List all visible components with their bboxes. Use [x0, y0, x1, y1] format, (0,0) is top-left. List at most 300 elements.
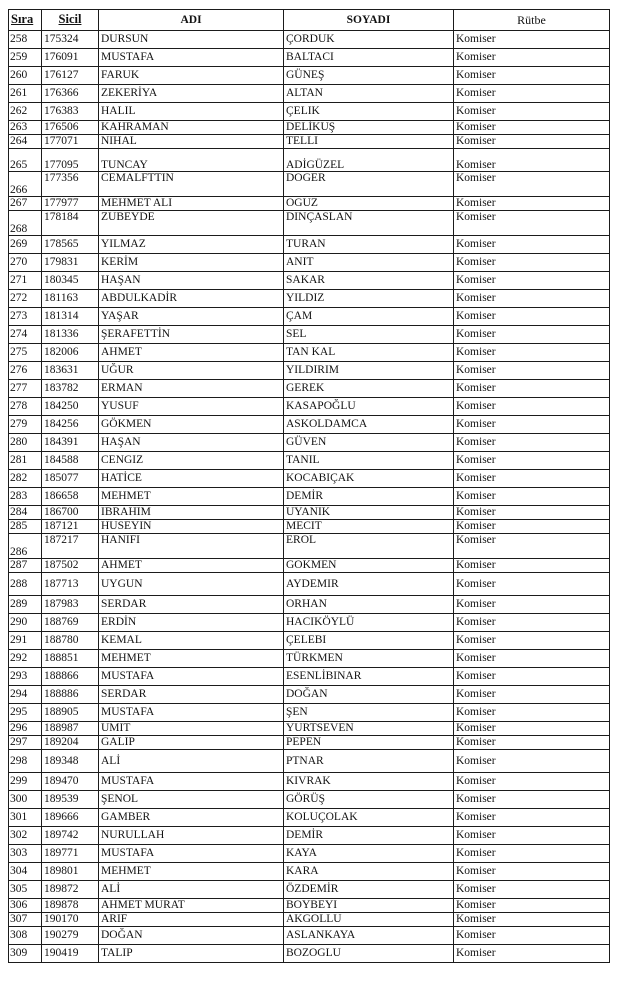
cell-sicil: 178565 — [42, 236, 99, 254]
cell-sira: 299 — [9, 773, 42, 791]
cell-soyadi: ORHAN — [284, 596, 454, 614]
table-row — [9, 308, 610, 326]
cell-rutbe: Komiser — [454, 945, 610, 963]
cell-sicil: 188780 — [42, 632, 99, 650]
cell-rutbe: Komiser — [454, 121, 610, 135]
cell-sira: 279 — [9, 416, 42, 434]
cell-rutbe: Komiser — [454, 750, 610, 773]
cell-sicil: 190170 — [42, 913, 99, 927]
cell-sira: 289 — [9, 596, 42, 614]
cell-adi: KAHRAMAN — [99, 121, 284, 135]
cell-rutbe: Komiser — [454, 520, 610, 534]
table-row — [9, 632, 610, 650]
table-row — [9, 149, 610, 172]
table-row — [9, 722, 610, 736]
cell-rutbe: Komiser — [454, 632, 610, 650]
column-header-sira: Sıra — [9, 10, 42, 31]
cell-rutbe: Komiser — [454, 326, 610, 344]
cell-soyadi: KAYA — [284, 845, 454, 863]
cell-rutbe: Komiser — [454, 211, 610, 236]
cell-soyadi: KASAPOĞLU — [284, 398, 454, 416]
cell-rutbe: Komiser — [454, 596, 610, 614]
cell-sicil: 177095 — [42, 149, 99, 172]
table-row — [9, 172, 610, 197]
cell-sicil: 189470 — [42, 773, 99, 791]
cell-adi: MEHMET — [99, 650, 284, 668]
table-row — [9, 614, 610, 632]
cell-adi: AHMET MURAT — [99, 899, 284, 913]
cell-adi: YAŞAR — [99, 308, 284, 326]
cell-sicil: 187121 — [42, 520, 99, 534]
cell-sira: 294 — [9, 686, 42, 704]
cell-sira: 267 — [9, 197, 42, 211]
table-row — [9, 704, 610, 722]
cell-rutbe: Komiser — [454, 791, 610, 809]
table-row — [9, 49, 610, 67]
cell-adi: HAŞAN — [99, 434, 284, 452]
cell-sicil: 189204 — [42, 736, 99, 750]
cell-rutbe: Komiser — [454, 254, 610, 272]
cell-soyadi: BALTACI — [284, 49, 454, 67]
column-header-soyadi: SOYADI — [284, 10, 454, 31]
cell-sira: 286 — [9, 534, 42, 559]
table-body — [9, 31, 610, 963]
cell-adi: DOĞAN — [99, 927, 284, 945]
cell-soyadi: BOZOGLU — [284, 945, 454, 963]
table-row — [9, 773, 610, 791]
cell-soyadi: DINÇASLAN — [284, 211, 454, 236]
cell-sicil: 178184 — [42, 211, 99, 236]
table-row — [9, 596, 610, 614]
table-row — [9, 736, 610, 750]
cell-rutbe: Komiser — [454, 308, 610, 326]
cell-sira: 293 — [9, 668, 42, 686]
cell-rutbe: Komiser — [454, 290, 610, 308]
cell-sicil: 177071 — [42, 135, 99, 149]
cell-soyadi: ÇELEBI — [284, 632, 454, 650]
cell-adi: CENGIZ — [99, 452, 284, 470]
cell-sicil: 189872 — [42, 881, 99, 899]
cell-sicil: 177356 — [42, 172, 99, 197]
cell-rutbe: Komiser — [454, 863, 610, 881]
cell-adi: ŞENOL — [99, 791, 284, 809]
column-header-adi: ADI — [99, 10, 284, 31]
table-row — [9, 686, 610, 704]
cell-sira: 291 — [9, 632, 42, 650]
cell-soyadi: ŞEN — [284, 704, 454, 722]
cell-sicil: 184256 — [42, 416, 99, 434]
cell-sicil: 176366 — [42, 85, 99, 103]
cell-adi: UĞUR — [99, 362, 284, 380]
table-row — [9, 197, 610, 211]
cell-soyadi: PTNAR — [284, 750, 454, 773]
cell-sira: 276 — [9, 362, 42, 380]
cell-adi: MEHMET — [99, 488, 284, 506]
cell-sicil: 181163 — [42, 290, 99, 308]
cell-adi: HANIFI — [99, 534, 284, 559]
cell-rutbe: Komiser — [454, 398, 610, 416]
cell-soyadi: KIVRAK — [284, 773, 454, 791]
cell-sicil: 182006 — [42, 344, 99, 362]
cell-soyadi: MECIT — [284, 520, 454, 534]
cell-sira: 271 — [9, 272, 42, 290]
cell-sira: 274 — [9, 326, 42, 344]
table-row — [9, 272, 610, 290]
cell-soyadi: YURTSEVEN — [284, 722, 454, 736]
cell-adi: MUSTAFA — [99, 49, 284, 67]
cell-sira: 290 — [9, 614, 42, 632]
cell-adi: GAMBER — [99, 809, 284, 827]
cell-sicil: 189742 — [42, 827, 99, 845]
table-row — [9, 750, 610, 773]
cell-rutbe: Komiser — [454, 49, 610, 67]
cell-sicil: 188987 — [42, 722, 99, 736]
table-row — [9, 398, 610, 416]
cell-adi: HATİCE — [99, 470, 284, 488]
table-row — [9, 31, 610, 49]
table-row — [9, 809, 610, 827]
cell-sira: 259 — [9, 49, 42, 67]
cell-rutbe: Komiser — [454, 488, 610, 506]
cell-rutbe: Komiser — [454, 135, 610, 149]
cell-sira: 275 — [9, 344, 42, 362]
cell-soyadi: ASKOLDAMCA — [284, 416, 454, 434]
cell-soyadi: ADİGÜZEL — [284, 149, 454, 172]
cell-rutbe: Komiser — [454, 85, 610, 103]
cell-sicil: 188886 — [42, 686, 99, 704]
cell-sicil: 189771 — [42, 845, 99, 863]
cell-adi: UYGUN — [99, 573, 284, 596]
cell-sira: 281 — [9, 452, 42, 470]
cell-soyadi: ANIT — [284, 254, 454, 272]
cell-rutbe: Komiser — [454, 470, 610, 488]
cell-adi: AHMET — [99, 559, 284, 573]
cell-rutbe: Komiser — [454, 344, 610, 362]
cell-adi: KERİM — [99, 254, 284, 272]
cell-sira: 301 — [9, 809, 42, 827]
cell-sira: 302 — [9, 827, 42, 845]
cell-adi: TUNCAY — [99, 149, 284, 172]
cell-adi: TALIP — [99, 945, 284, 963]
cell-rutbe: Komiser — [454, 809, 610, 827]
cell-adi: ZEKERİYA — [99, 85, 284, 103]
table-row — [9, 236, 610, 254]
cell-rutbe: Komiser — [454, 380, 610, 398]
cell-sicil: 177977 — [42, 197, 99, 211]
cell-sicil: 183631 — [42, 362, 99, 380]
cell-rutbe: Komiser — [454, 272, 610, 290]
cell-sicil: 189348 — [42, 750, 99, 773]
cell-soyadi: TAN KAL — [284, 344, 454, 362]
cell-rutbe: Komiser — [454, 452, 610, 470]
cell-sira: 298 — [9, 750, 42, 773]
cell-sira: 278 — [9, 398, 42, 416]
cell-sira: 305 — [9, 881, 42, 899]
cell-rutbe: Komiser — [454, 362, 610, 380]
cell-sicil: 175324 — [42, 31, 99, 49]
cell-soyadi: TÜRKMEN — [284, 650, 454, 668]
cell-soyadi: ASLANKAYA — [284, 927, 454, 945]
cell-soyadi: YILDIRIM — [284, 362, 454, 380]
cell-sicil: 176383 — [42, 103, 99, 121]
cell-adi: NURULLAH — [99, 827, 284, 845]
cell-sira: 265 — [9, 149, 42, 172]
table-row — [9, 434, 610, 452]
cell-sicil: 186700 — [42, 506, 99, 520]
cell-rutbe: Komiser — [454, 773, 610, 791]
cell-sira: 297 — [9, 736, 42, 750]
cell-sira: 306 — [9, 899, 42, 913]
cell-sira: 264 — [9, 135, 42, 149]
cell-sicil: 189878 — [42, 899, 99, 913]
cell-adi: CEMALFTTIN — [99, 172, 284, 197]
cell-sicil: 187217 — [42, 534, 99, 559]
table-row — [9, 927, 610, 945]
cell-sira: 284 — [9, 506, 42, 520]
cell-sicil: 176127 — [42, 67, 99, 85]
cell-soyadi: ÇELIK — [284, 103, 454, 121]
cell-sira: 308 — [9, 927, 42, 945]
cell-adi: SERDAR — [99, 686, 284, 704]
cell-rutbe: Komiser — [454, 67, 610, 85]
table-row — [9, 668, 610, 686]
cell-adi: ABDULKADİR — [99, 290, 284, 308]
cell-soyadi: DOĞAN — [284, 686, 454, 704]
cell-sira: 285 — [9, 520, 42, 534]
column-header-sicil: Sicil — [42, 10, 99, 31]
cell-sicil: 176506 — [42, 121, 99, 135]
cell-adi: UMIT — [99, 722, 284, 736]
table-row — [9, 573, 610, 596]
cell-soyadi: TANIL — [284, 452, 454, 470]
cell-adi: MUSTAFA — [99, 773, 284, 791]
cell-soyadi: ALTAN — [284, 85, 454, 103]
table-row — [9, 913, 610, 927]
cell-sicil: 185077 — [42, 470, 99, 488]
cell-soyadi: ÇORDUK — [284, 31, 454, 49]
cell-soyadi: DEMİR — [284, 827, 454, 845]
cell-adi: DURSUN — [99, 31, 284, 49]
cell-adi: FARUK — [99, 67, 284, 85]
cell-rutbe: Komiser — [454, 845, 610, 863]
header-row — [9, 10, 610, 31]
cell-sicil: 188905 — [42, 704, 99, 722]
cell-soyadi: PEPEN — [284, 736, 454, 750]
cell-rutbe: Komiser — [454, 416, 610, 434]
cell-rutbe: Komiser — [454, 899, 610, 913]
cell-sicil: 184391 — [42, 434, 99, 452]
cell-sira: 283 — [9, 488, 42, 506]
table-row — [9, 362, 610, 380]
cell-sicil: 190419 — [42, 945, 99, 963]
table-header — [9, 10, 610, 31]
table-row — [9, 881, 610, 899]
cell-adi: ERDİN — [99, 614, 284, 632]
cell-sicil: 179831 — [42, 254, 99, 272]
cell-sira: 258 — [9, 31, 42, 49]
cell-rutbe: Komiser — [454, 236, 610, 254]
cell-sicil: 188851 — [42, 650, 99, 668]
cell-adi: MUSTAFA — [99, 845, 284, 863]
cell-soyadi: AYDEMIR — [284, 573, 454, 596]
table-row — [9, 452, 610, 470]
cell-sira: 303 — [9, 845, 42, 863]
cell-adi: GALIP — [99, 736, 284, 750]
table-row — [9, 67, 610, 85]
cell-soyadi: OGUZ — [284, 197, 454, 211]
cell-adi: HAŞAN — [99, 272, 284, 290]
table-row — [9, 254, 610, 272]
cell-sicil: 176091 — [42, 49, 99, 67]
cell-soyadi: KOLUÇOLAK — [284, 809, 454, 827]
cell-adi: SERDAR — [99, 596, 284, 614]
cell-sira: 273 — [9, 308, 42, 326]
table-row — [9, 344, 610, 362]
cell-sicil: 181336 — [42, 326, 99, 344]
cell-adi: AHMET — [99, 344, 284, 362]
table-row — [9, 650, 610, 668]
cell-rutbe: Komiser — [454, 434, 610, 452]
cell-sira: 261 — [9, 85, 42, 103]
cell-soyadi: GOKMEN — [284, 559, 454, 573]
cell-soyadi: DOGER — [284, 172, 454, 197]
cell-adi: ARIF — [99, 913, 284, 927]
cell-rutbe: Komiser — [454, 668, 610, 686]
cell-sira: 295 — [9, 704, 42, 722]
cell-soyadi: SEL — [284, 326, 454, 344]
cell-sira: 269 — [9, 236, 42, 254]
table-row — [9, 121, 610, 135]
cell-sicil: 187983 — [42, 596, 99, 614]
cell-adi: IBRAHIM — [99, 506, 284, 520]
table-row — [9, 520, 610, 534]
cell-soyadi: GÖRÜŞ — [284, 791, 454, 809]
cell-sira: 277 — [9, 380, 42, 398]
cell-rutbe: Komiser — [454, 704, 610, 722]
cell-sira: 287 — [9, 559, 42, 573]
cell-sicil: 188769 — [42, 614, 99, 632]
table-row — [9, 326, 610, 344]
cell-sira: 309 — [9, 945, 42, 963]
cell-soyadi: GÜVEN — [284, 434, 454, 452]
cell-sira: 296 — [9, 722, 42, 736]
cell-sicil: 183782 — [42, 380, 99, 398]
cell-adi: KEMAL — [99, 632, 284, 650]
cell-adi: MEHMET — [99, 863, 284, 881]
table-row — [9, 945, 610, 963]
cell-soyadi: GEREK — [284, 380, 454, 398]
table-row — [9, 290, 610, 308]
cell-rutbe: Komiser — [454, 827, 610, 845]
table-row — [9, 488, 610, 506]
cell-rutbe: Komiser — [454, 927, 610, 945]
cell-sicil: 189539 — [42, 791, 99, 809]
cell-soyadi: BOYBEYI — [284, 899, 454, 913]
cell-sicil: 188866 — [42, 668, 99, 686]
cell-rutbe: Komiser — [454, 103, 610, 121]
cell-soyadi: EROL — [284, 534, 454, 559]
cell-rutbe: Komiser — [454, 559, 610, 573]
cell-sicil: 189666 — [42, 809, 99, 827]
cell-sira: 304 — [9, 863, 42, 881]
cell-adi: HALIL — [99, 103, 284, 121]
cell-rutbe: Komiser — [454, 534, 610, 559]
table-row — [9, 380, 610, 398]
table-row — [9, 85, 610, 103]
cell-rutbe: Komiser — [454, 573, 610, 596]
cell-sira: 263 — [9, 121, 42, 135]
cell-sicil: 180345 — [42, 272, 99, 290]
cell-sira: 268 — [9, 211, 42, 236]
column-header-rutbe: Rütbe — [454, 10, 610, 31]
cell-sira: 292 — [9, 650, 42, 668]
table-row — [9, 791, 610, 809]
cell-sira: 270 — [9, 254, 42, 272]
cell-sicil: 187502 — [42, 559, 99, 573]
cell-adi: MUSTAFA — [99, 668, 284, 686]
cell-soyadi: UYANIK — [284, 506, 454, 520]
cell-sicil: 184588 — [42, 452, 99, 470]
cell-adi: YUSUF — [99, 398, 284, 416]
cell-soyadi: ESENLİBINAR — [284, 668, 454, 686]
table-row — [9, 863, 610, 881]
cell-sicil: 184250 — [42, 398, 99, 416]
table-row — [9, 506, 610, 520]
cell-soyadi: KARA — [284, 863, 454, 881]
cell-sira: 288 — [9, 573, 42, 596]
cell-soyadi: ÇAM — [284, 308, 454, 326]
table-row — [9, 416, 610, 434]
cell-sicil: 181314 — [42, 308, 99, 326]
cell-adi: HUSEYIN — [99, 520, 284, 534]
personnel-table — [8, 9, 610, 963]
table-row — [9, 899, 610, 913]
cell-sira: 266 — [9, 172, 42, 197]
cell-soyadi: DELİKUŞ — [284, 121, 454, 135]
cell-adi: MEHMET ALI — [99, 197, 284, 211]
cell-rutbe: Komiser — [454, 686, 610, 704]
cell-sicil: 187713 — [42, 573, 99, 596]
cell-adi: ERMAN — [99, 380, 284, 398]
cell-soyadi: TURAN — [284, 236, 454, 254]
cell-soyadi: DEMİR — [284, 488, 454, 506]
cell-rutbe: Komiser — [454, 650, 610, 668]
cell-sira: 307 — [9, 913, 42, 927]
table-row — [9, 845, 610, 863]
cell-adi: ALİ — [99, 881, 284, 899]
cell-adi: ŞERAFETTİN — [99, 326, 284, 344]
cell-soyadi: AKGOLLU — [284, 913, 454, 927]
cell-rutbe: Komiser — [454, 736, 610, 750]
cell-soyadi: SAKAR — [284, 272, 454, 290]
cell-adi: ZUBEYDE — [99, 211, 284, 236]
table-row — [9, 470, 610, 488]
cell-sira: 280 — [9, 434, 42, 452]
cell-sicil: 186658 — [42, 488, 99, 506]
cell-rutbe: Komiser — [454, 172, 610, 197]
cell-sira: 272 — [9, 290, 42, 308]
cell-soyadi: YILDIZ — [284, 290, 454, 308]
cell-adi: MUSTAFA — [99, 704, 284, 722]
cell-rutbe: Komiser — [454, 149, 610, 172]
cell-soyadi: KOCABIÇAK — [284, 470, 454, 488]
cell-adi: YILMAZ — [99, 236, 284, 254]
cell-rutbe: Komiser — [454, 881, 610, 899]
cell-soyadi: GÜNEŞ — [284, 67, 454, 85]
cell-rutbe: Komiser — [454, 506, 610, 520]
cell-soyadi: TELLI — [284, 135, 454, 149]
cell-rutbe: Komiser — [454, 913, 610, 927]
